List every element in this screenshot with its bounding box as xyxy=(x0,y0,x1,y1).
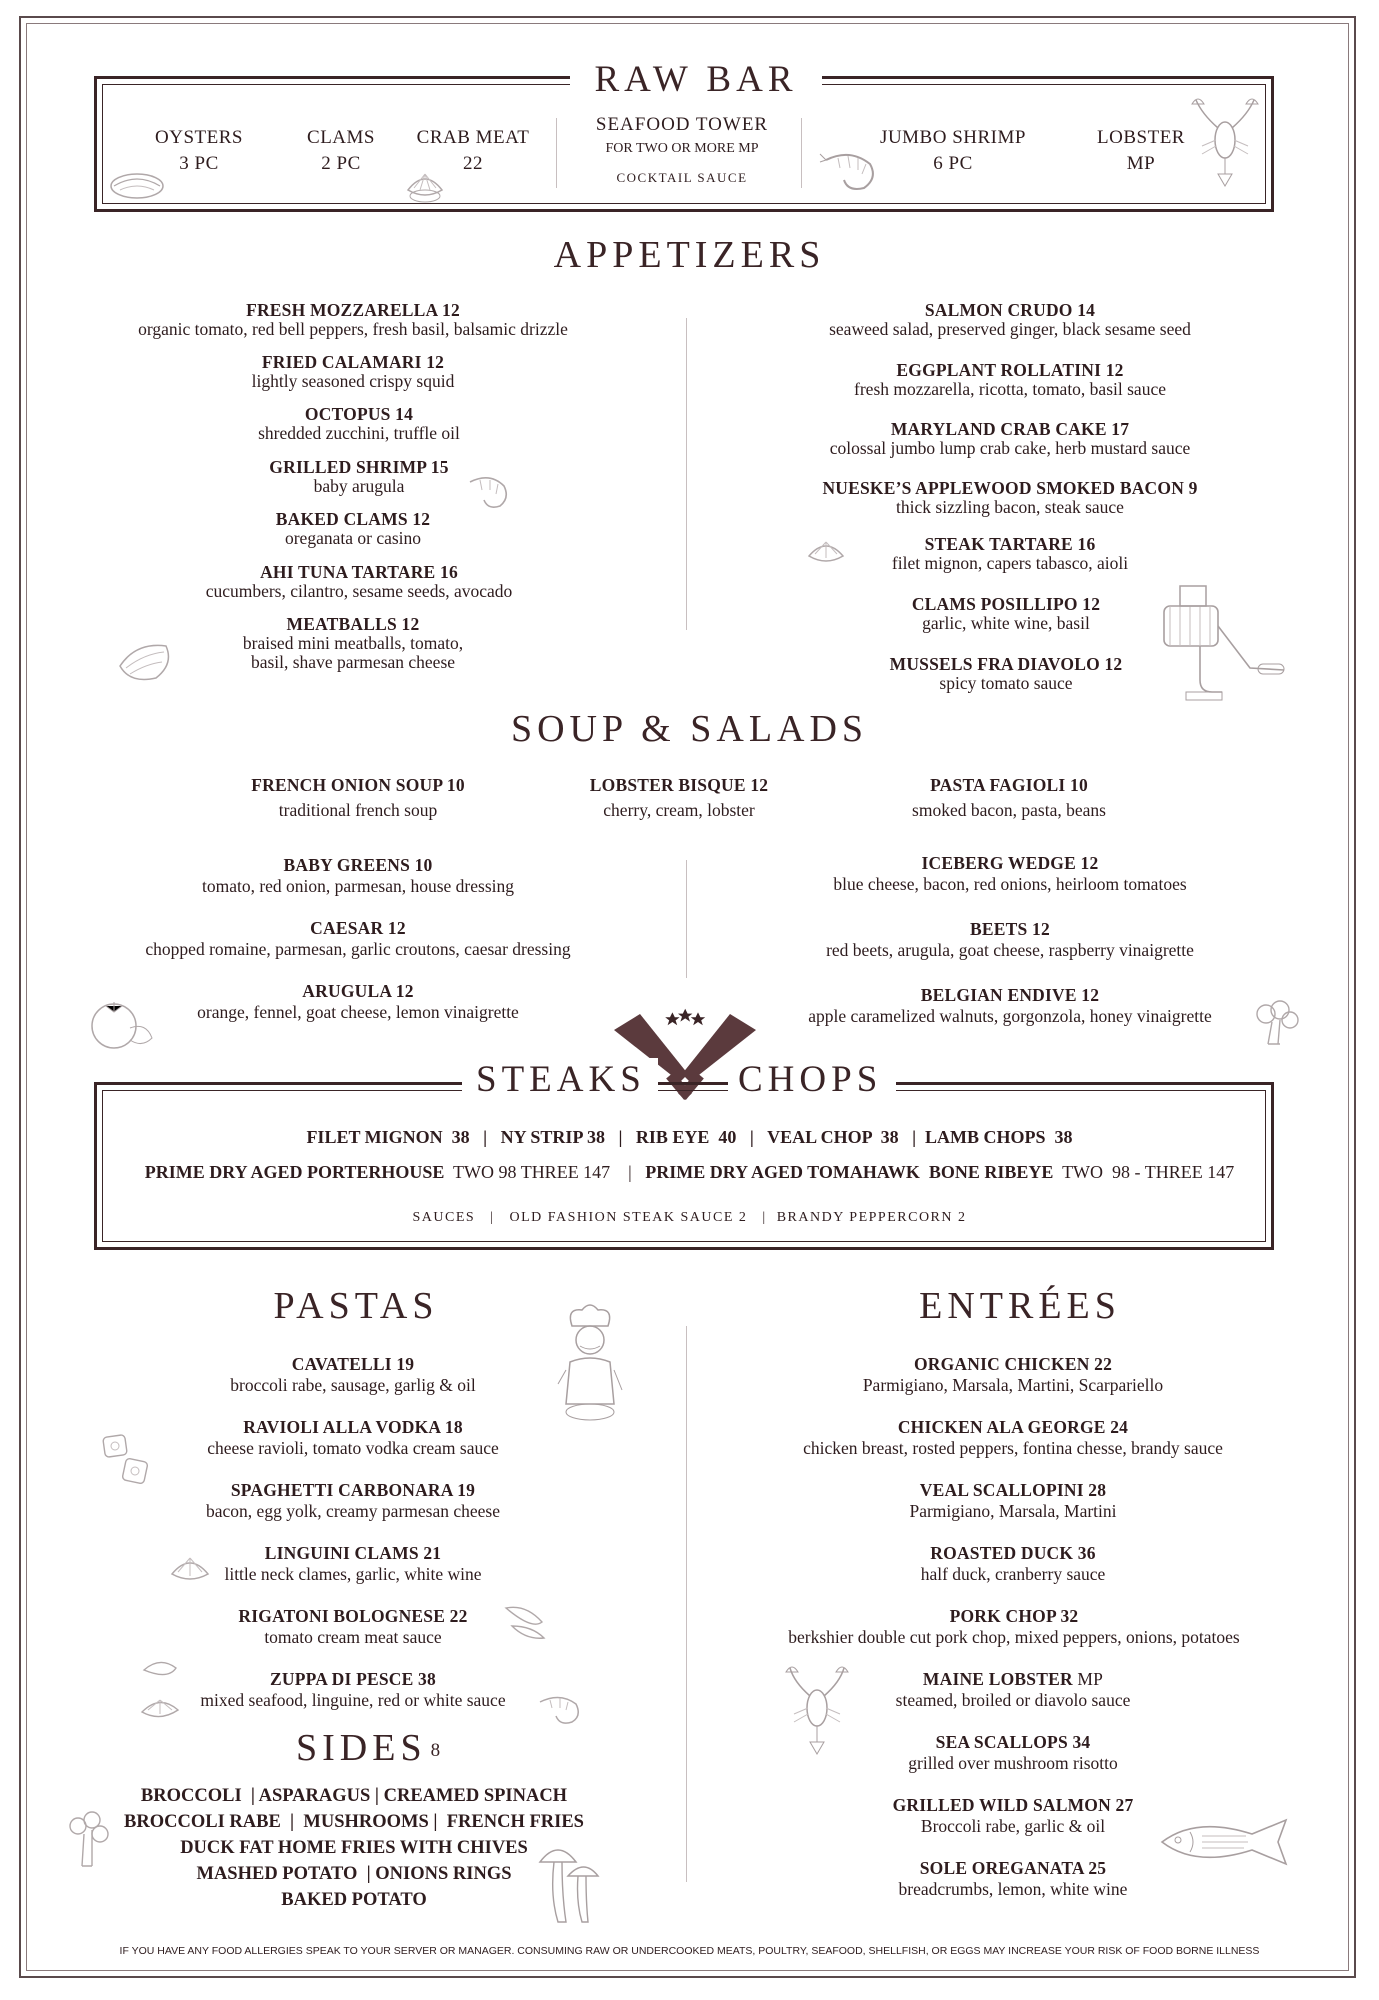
pasta-cavatelli xyxy=(230,1355,475,1395)
raw-divider-left xyxy=(556,118,557,188)
item-name: MARYLAND CRAB CAKE 17 xyxy=(890,419,1130,439)
raw-item-jumbo-shrimp xyxy=(880,125,1026,177)
lobster-icon xyxy=(1188,94,1262,188)
steaks-line-1-text: FILET MIGNON 38 | NY STRIP 38 | RIB EYE 40 | VEAL CHOP 38 | LAMB CHOPS 38 xyxy=(306,1127,1073,1147)
item-name: OCTOPUS 14 xyxy=(304,404,414,424)
sides-line-2: BROCCOLI RABE | MUSHROOMS | FRENCH FRIES xyxy=(124,1812,584,1832)
item-name: ROASTED DUCK 36 xyxy=(930,1543,1096,1563)
pasta-linguini-clams xyxy=(224,1544,481,1584)
salad-iceberg-wedge xyxy=(833,854,1186,894)
meat-grinder-icon xyxy=(1160,580,1288,710)
item-name: FRIED CALAMARI 12 xyxy=(261,352,445,372)
item-desc: Parmigiano, Marsala, Martini xyxy=(909,1501,1117,1521)
entree-grilled-wild-salmon xyxy=(893,1796,1134,1836)
item-desc: organic tomato, red bell peppers, fresh basil, balsamic drizzle xyxy=(138,319,568,339)
soups-title: SOUP & SALADS xyxy=(510,708,869,750)
mushroom-icon xyxy=(536,1836,602,1926)
oyster-icon xyxy=(108,168,166,202)
item-name: BELGIAN ENDIVE 12 xyxy=(920,985,1100,1005)
item-name: BEETS 12 xyxy=(970,919,1050,939)
item-name: NUESKE’S APPLEWOOD SMOKED BACON 9 xyxy=(822,478,1198,498)
item-desc: red beets, arugula, goat cheese, raspberry vinaigrette xyxy=(826,940,1194,960)
clam-icon xyxy=(168,1550,212,1590)
item-desc: cucumbers, cilantro, sesame seeds, avocado xyxy=(205,581,513,601)
item-desc: traditional french soup xyxy=(278,800,438,820)
allergy-disclaimer: IF YOU HAVE ANY FOOD ALLERGIES SPEAK TO YOUR SERVER OR MANAGER. CONSUMING RAW OR UNDERCOOKED MEATS, POULTRY, SEAFOOD, SHELLFISH, OR EGGS MAY INCREASE YOUR RISK OF FOOD BORNE ILLNESS xyxy=(119,1945,1260,1957)
soup-french-onion xyxy=(251,776,465,820)
seafood-tower xyxy=(596,112,768,190)
sides-price: 8 xyxy=(430,1740,441,1762)
appetizer-meatballs xyxy=(243,615,463,672)
entree-chicken-ala-george xyxy=(803,1418,1223,1458)
broccoli-icon xyxy=(1248,998,1304,1050)
item-desc: colossal jumbo lump crab cake, herb mustard sauce xyxy=(829,438,1191,458)
oyster-icon xyxy=(138,1654,184,1738)
item-name: MAINE LOBSTER xyxy=(922,1669,1073,1689)
oyster-icon xyxy=(116,636,176,686)
item-name: CLAMS POSILLIPO 12 xyxy=(911,594,1101,614)
raw-item-name: LOBSTER xyxy=(1097,127,1185,148)
item-desc: cheese ravioli, tomato vodka cream sauce xyxy=(207,1438,499,1458)
raw-item-price: 6 PC xyxy=(933,153,973,174)
pasta-rigatoni-bolognese xyxy=(238,1607,467,1647)
salad-belgian-endive xyxy=(808,986,1211,1026)
tomato-icon xyxy=(86,996,156,1052)
raw-item-clams xyxy=(307,125,375,177)
sides-line-3: DUCK FAT HOME FRIES WITH CHIVES xyxy=(180,1838,528,1858)
item-desc: orange, fennel, goat cheese, lemon vinaigrette xyxy=(197,1002,519,1022)
item-name: PASTA FAGIOLI 10 xyxy=(930,775,1088,795)
shrimp-icon xyxy=(464,472,514,512)
appetizer-grilled-shrimp xyxy=(269,458,448,496)
item-desc: filet mignon, capers tabasco, aioli xyxy=(891,553,1129,573)
item-desc: berkshier double cut pork chop, mixed peppers, onions, potatoes xyxy=(788,1627,1240,1647)
soup-pasta-fagioli xyxy=(912,776,1106,820)
entree-maine-lobster xyxy=(896,1670,1131,1710)
appetizer-fried-calamari xyxy=(252,353,455,391)
raw-item-price: 2 PC xyxy=(321,153,361,174)
item-name: MEATBALLS 12 xyxy=(286,614,420,634)
appetizer-maryland-crab-cake xyxy=(830,420,1191,458)
item-desc: Broccoli rabe, garlic & oil xyxy=(920,1816,1106,1836)
raw-item-price: MP xyxy=(1126,153,1156,174)
broccoli-icon xyxy=(64,1810,114,1872)
pasta-spaghetti-carbonara xyxy=(206,1481,500,1521)
item-name: BAKED CLAMS 12 xyxy=(275,509,431,529)
item-desc: lightly seasoned crispy squid xyxy=(251,371,455,391)
item-desc: blue cheese, bacon, red onions, heirloom tomatoes xyxy=(833,874,1187,894)
raw-item-lobster xyxy=(1097,125,1185,177)
item-desc: little neck clames, garlic, white wine xyxy=(224,1564,482,1584)
item-name: SOLE OREGANATA 25 xyxy=(919,1858,1107,1878)
appetizer-eggplant-rollatini xyxy=(854,361,1166,399)
tomahawk-price: TWO 98 - THREE 147 xyxy=(1053,1162,1235,1182)
item-name: VEAL SCALLOPINI 28 xyxy=(919,1480,1107,1500)
item-name: ZUPPA DI PESCE 38 xyxy=(270,1669,436,1689)
item-name: LINGUINI CLAMS 21 xyxy=(264,1543,442,1563)
shrimp-icon xyxy=(536,1692,586,1728)
shrimp-icon xyxy=(818,148,882,194)
raw-divider-right xyxy=(801,118,802,188)
raw-item-price: 22 xyxy=(463,153,483,174)
item-desc: bacon, egg yolk, creamy parmesan cheese xyxy=(206,1501,500,1521)
item-name: GRILLED WILD SALMON 27 xyxy=(892,1795,1134,1815)
steaks-title-left: STEAKS xyxy=(462,1058,658,1101)
sides-line-5: BAKED POTATO xyxy=(281,1890,427,1910)
item-name: FRESH MOZZARELLA 12 xyxy=(246,300,460,320)
raw-bar-title: RAW BAR xyxy=(570,58,822,101)
pastas-title: PASTAS xyxy=(273,1285,439,1327)
appetizer-salmon-crudo xyxy=(829,301,1191,339)
item-name: RAVIOLI ALLA VODKA 18 xyxy=(243,1417,463,1437)
appetizers-divider xyxy=(686,318,687,630)
appetizers-title: APPETIZERS xyxy=(553,234,826,276)
item-name: AHI TUNA TARTARE 16 xyxy=(260,562,458,582)
entree-pork-chop xyxy=(788,1607,1240,1647)
item-name: ICEBERG WEDGE 12 xyxy=(921,853,1099,873)
salad-beets xyxy=(826,920,1194,960)
item-desc: steamed, broiled or diavolo sauce xyxy=(895,1690,1131,1710)
item-name: SEA SCALLOPS 34 xyxy=(935,1732,1091,1752)
entree-sole-oreganata xyxy=(899,1859,1128,1899)
salad-baby-greens xyxy=(202,856,514,896)
ravioli-icon xyxy=(100,1432,156,1494)
appetizer-smoked-bacon xyxy=(822,479,1197,517)
raw-item-name: JUMBO SHRIMP xyxy=(880,127,1026,148)
tower-name: SEAFOOD TOWER xyxy=(595,114,769,135)
item-desc: garlic, white wine, basil xyxy=(922,613,1090,633)
item-desc: oreganata or casino xyxy=(284,528,422,548)
tower-note: FOR TWO OR MORE MP xyxy=(605,141,759,156)
item-desc: Parmigiano, Marsala, Martini, Scarpariello xyxy=(862,1375,1164,1395)
clam-icon xyxy=(404,166,446,206)
appetizer-steak-tartare xyxy=(892,535,1128,573)
tomahawk-label: PRIME DRY AGED TOMAHAWK BONE RIBEYE xyxy=(645,1162,1054,1182)
item-name: CAESAR 12 xyxy=(310,918,406,938)
item-desc: fresh mozzarella, ricotta, tomato, basil sauce xyxy=(854,379,1166,399)
chef-icon xyxy=(552,1300,628,1430)
item-desc: shredded zucchini, truffle oil xyxy=(258,423,460,443)
tower-sauce: COCKTAIL SAUCE xyxy=(616,170,748,185)
appetizer-fresh-mozzarella xyxy=(138,301,568,339)
entree-organic-chicken xyxy=(863,1355,1163,1395)
item-name: ARUGULA 12 xyxy=(302,981,414,1001)
item-name: FRENCH ONION SOUP 10 xyxy=(251,775,465,795)
item-name: SALMON CRUDO 14 xyxy=(924,300,1096,320)
steaks-sauces xyxy=(0,1210,1379,1226)
sides-line-1: BROCCOLI | ASPARAGUS | CREAMED SPINACH xyxy=(140,1786,568,1806)
item-desc: basil, shave parmesan cheese xyxy=(250,652,456,672)
sides-title-text: SIDES xyxy=(296,1727,427,1769)
item-desc: half duck, cranberry sauce xyxy=(920,1564,1106,1584)
appetizer-ahi-tuna-tartare xyxy=(206,563,513,601)
item-desc: tomato cream meat sauce xyxy=(264,1627,442,1647)
item-desc: grilled over mushroom risotto xyxy=(908,1753,1118,1773)
porterhouse-label: PRIME DRY AGED PORTERHOUSE xyxy=(144,1162,445,1182)
entree-sea-scallops xyxy=(908,1733,1118,1773)
entree-roasted-duck xyxy=(921,1544,1106,1584)
item-desc: spicy tomato sauce xyxy=(939,673,1073,693)
sides-line-4: MASHED POTATO | ONIONS RINGS xyxy=(196,1864,512,1884)
steaks-title-right: CHOPS xyxy=(728,1058,896,1101)
item-name: CHICKEN ALA GEORGE 24 xyxy=(897,1417,1129,1437)
lobster-icon xyxy=(782,1664,852,1756)
item-desc: baby arugula xyxy=(313,476,405,496)
steaks-line-1 xyxy=(0,1127,1379,1148)
salad-arugula xyxy=(197,982,519,1022)
item-name: LOBSTER BISQUE 12 xyxy=(589,775,769,795)
sides-title xyxy=(296,1726,440,1770)
item-name: GRILLED SHRIMP 15 xyxy=(269,457,449,477)
item-name: EGGPLANT ROLLATINI 12 xyxy=(896,360,1124,380)
pasta-ravioli-alla-vodka xyxy=(207,1418,499,1458)
item-name: ORGANIC CHICKEN 22 xyxy=(913,1354,1113,1374)
item-desc: braised mini meatballs, tomato, xyxy=(242,633,464,653)
item-name: PORK CHOP 32 xyxy=(949,1606,1079,1626)
salad-caesar xyxy=(145,919,570,959)
item-desc: cherry, cream, lobster xyxy=(603,800,755,820)
item-name: SPAGHETTI CARBONARA 19 xyxy=(230,1480,476,1500)
steaks-line-2 xyxy=(0,1162,1379,1183)
clam-icon xyxy=(805,534,847,572)
item-name: STEAK TARTARE 16 xyxy=(924,534,1096,554)
item-desc: chopped romaine, parmesan, garlic croutons, caesar dressing xyxy=(145,939,571,959)
soups-divider xyxy=(686,860,687,978)
appetizer-clams-posillipo xyxy=(912,595,1100,633)
mussel-icon xyxy=(502,1600,548,1642)
item-desc: mixed seafood, linguine, red or white sauce xyxy=(200,1690,506,1710)
porterhouse-price: TWO 98 THREE 147 | xyxy=(444,1162,646,1182)
steaks-sauces-text: SAUCES | OLD FASHION STEAK SAUCE 2 | BRANDY PEPPERCORN 2 xyxy=(412,1210,967,1225)
item-name: RIGATONI BOLOGNESE 22 xyxy=(238,1606,468,1626)
fish-icon xyxy=(1156,1812,1296,1872)
item-name: BABY GREENS 10 xyxy=(283,855,433,875)
item-desc: chicken breast, rosted peppers, fontina chesse, brandy sauce xyxy=(803,1438,1223,1458)
raw-item-price: 3 PC xyxy=(179,153,219,174)
item-desc: apple caramelized walnuts, gorgonzola, honey vinaigrette xyxy=(808,1006,1212,1026)
item-name: CAVATELLI 19 xyxy=(291,1354,415,1374)
appetizer-mussels-fra-diavolo xyxy=(890,655,1123,693)
entree-veal-scallopini xyxy=(909,1481,1116,1521)
raw-item-name: CRAB MEAT xyxy=(416,127,530,148)
soup-lobster-bisque xyxy=(590,776,768,820)
raw-item-name: CLAMS xyxy=(307,127,375,148)
item-desc: seaweed salad, preserved ginger, black sesame seed xyxy=(829,319,1191,339)
item-desc: tomato, red onion, parmesan, house dressing xyxy=(201,876,515,896)
item-price: MP xyxy=(1072,1669,1104,1689)
item-desc: broccoli rabe, sausage, garlig & oil xyxy=(230,1375,476,1395)
item-desc: thick sizzling bacon, steak sauce xyxy=(896,497,1124,517)
appetizer-octopus xyxy=(258,405,460,443)
pastas-entrees-divider xyxy=(686,1326,687,1882)
appetizer-baked-clams xyxy=(276,510,430,548)
pasta-zuppa-di-pesce xyxy=(200,1670,505,1710)
entrees-title: ENTRÉES xyxy=(919,1285,1121,1327)
item-name: MUSSELS FRA DIAVOLO 12 xyxy=(889,654,1123,674)
item-desc: breadcrumbs, lemon, white wine xyxy=(898,1879,1128,1899)
raw-item-oysters xyxy=(155,125,243,177)
item-desc: smoked bacon, pasta, beans xyxy=(912,800,1106,820)
raw-item-name: OYSTERS xyxy=(155,127,243,148)
